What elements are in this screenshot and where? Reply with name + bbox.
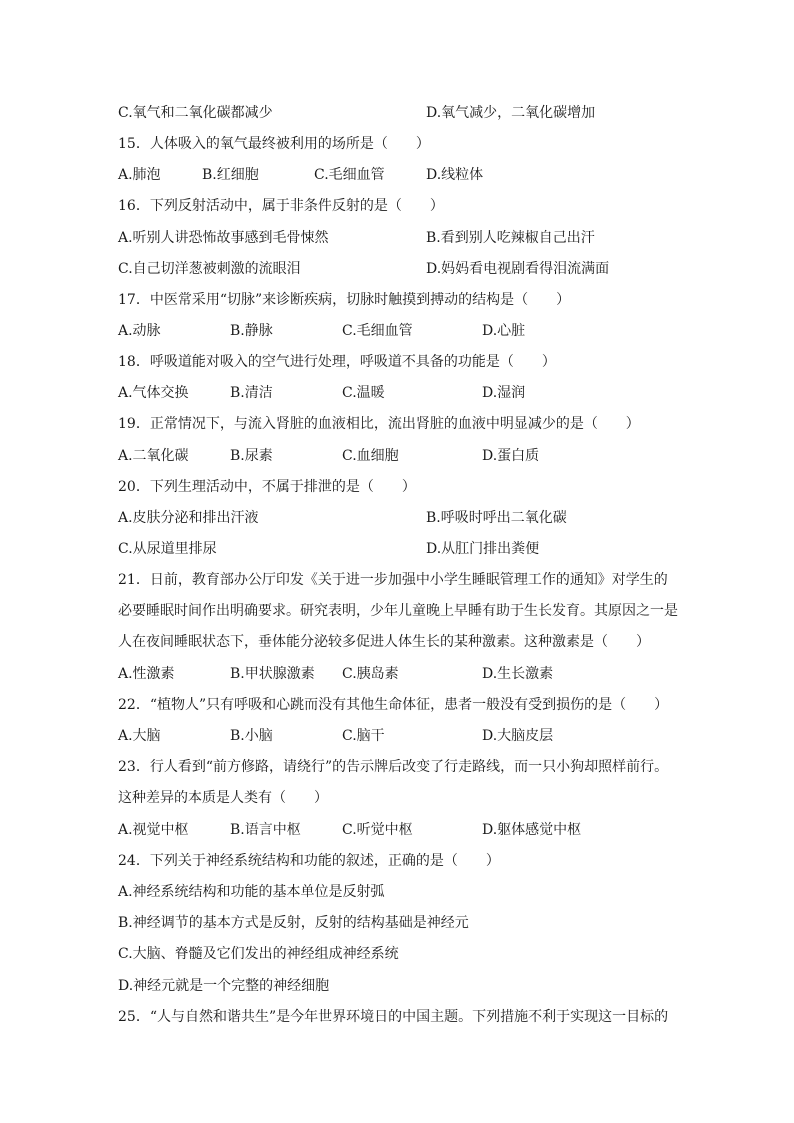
q19-option-d: D.蛋白质: [482, 448, 540, 464]
q20-option-a: A.皮肤分泌和排出汗液: [118, 510, 259, 526]
q16-stem: 16．下列反射活动中，属于非条件反射的是（ ）: [118, 198, 444, 214]
q17-option-c: C.毛细血管: [342, 323, 413, 339]
q20-option-b: B.呼吸时呼出二氧化碳: [426, 510, 567, 526]
q21-option-c: C.胰岛素: [342, 666, 399, 682]
q25-stem: 25．“人与自然和谐共生”是今年世界环境日的中国主题。下列措施不利于实现这一目标的: [118, 1009, 669, 1025]
q24-option-a: A.神经系统结构和功能的基本单位是反射弧: [118, 884, 385, 900]
q20-option-d: D.从肛门排出粪便: [426, 541, 540, 557]
q14-option-c: C.氧气和二氧化碳都减少: [118, 105, 273, 121]
q22-option-c: C.脑干: [342, 728, 385, 744]
q15-option-c: C.毛细血管: [314, 167, 385, 183]
q21-option-b: B.甲状腺激素: [230, 666, 315, 682]
q19-stem: 19．正常情况下，与流入肾脏的血液相比，流出肾脏的血液中明显减少的是（ ）: [118, 416, 640, 432]
q21-stem-line-1: 21．日前，教育部办公厅印发《关于进一步加强中小学生睡眠管理工作的通知》对学生的: [118, 572, 668, 588]
q18-option-c: C.温暖: [342, 385, 385, 401]
q17-option-a: A.动脉: [118, 323, 161, 339]
q15-option-a: A.肺泡: [118, 167, 161, 183]
q17-option-d: D.心脏: [482, 323, 526, 339]
q15-option-b: B.红细胞: [202, 167, 259, 183]
q16-option-a: A.听别人讲恐怖故事感到毛骨悚然: [118, 230, 329, 246]
q24-option-d: D.神经元就是一个完整的神经细胞: [118, 978, 330, 994]
q19-option-b: B.尿素: [230, 448, 273, 464]
q23-option-b: B.语言中枢: [230, 822, 301, 838]
q14-option-d: D.氧气减少，二氧化碳增加: [426, 105, 596, 121]
q23-stem-line-1: 23．行人看到“前方修路，请绕行”的告示牌后改变了行走路线，而一只小狗却照样前行。: [118, 759, 669, 775]
q21-option-d: D.生长激素: [482, 666, 554, 682]
q15-option-d: D.线粒体: [426, 167, 484, 183]
q16-option-b: B.看到别人吃辣椒自己出汗: [426, 230, 595, 246]
q16-option-c: C.自己切洋葱被刺激的流眼泪: [118, 261, 301, 277]
q22-stem: 22．“植物人”只有呼吸和心跳而没有其他生命体征，患者一般没有受到损伤的是（ ）: [118, 697, 669, 713]
q17-stem: 17．中医常采用“切脉”来诊断疾病，切脉时触摸到搏动的结构是（ ）: [118, 292, 571, 308]
q18-stem: 18．呼吸道能对吸入的空气进行处理，呼吸道不具备的功能是（ ）: [118, 354, 556, 370]
q22-option-a: A.大脑: [118, 728, 161, 744]
q18-option-b: B.清洁: [230, 385, 273, 401]
q18-option-d: D.湿润: [482, 385, 526, 401]
q16-option-d: D.妈妈看电视剧看得泪流满面: [426, 261, 610, 277]
q17-option-b: B.静脉: [230, 323, 273, 339]
q22-option-d: D.大脑皮层: [482, 728, 554, 744]
q22-option-b: B.小脑: [230, 728, 273, 744]
q21-option-a: A.性激素: [118, 666, 175, 682]
q15-stem: 15．人体吸入的氧气最终被利用的场所是（ ）: [118, 136, 430, 152]
q21-stem-line-2: 必要睡眠时间作出明确要求。研究表明，少年儿童晚上早睡有助于生长发育。其原因之一是: [118, 603, 678, 619]
q23-option-a: A.视觉中枢: [118, 822, 189, 838]
q24-stem: 24．下列关于神经系统结构和功能的叙述，正确的是（ ）: [118, 853, 500, 869]
q20-stem: 20．下列生理活动中，不属于排泄的是（ ）: [118, 479, 416, 495]
q19-option-a: A.二氧化碳: [118, 448, 189, 464]
q23-option-d: D.躯体感觉中枢: [482, 822, 582, 838]
q20-option-c: C.从尿道里排尿: [118, 541, 217, 557]
q24-option-b: B.神经调节的基本方式是反射，反射的结构基础是神经元: [118, 915, 469, 931]
q23-option-c: C.听觉中枢: [342, 822, 413, 838]
q24-option-c: C.大脑、脊髓及它们发出的神经组成神经系统: [118, 946, 399, 962]
q21-stem-line-3: 人在夜间睡眠状态下，垂体能分泌较多促进人体生长的某种激素。这种激素是（ ）: [118, 634, 650, 650]
q23-stem-line-2: 这种差异的本质是人类有（ ）: [118, 790, 328, 806]
q19-option-c: C.血细胞: [342, 448, 399, 464]
q18-option-a: A.气体交换: [118, 385, 189, 401]
